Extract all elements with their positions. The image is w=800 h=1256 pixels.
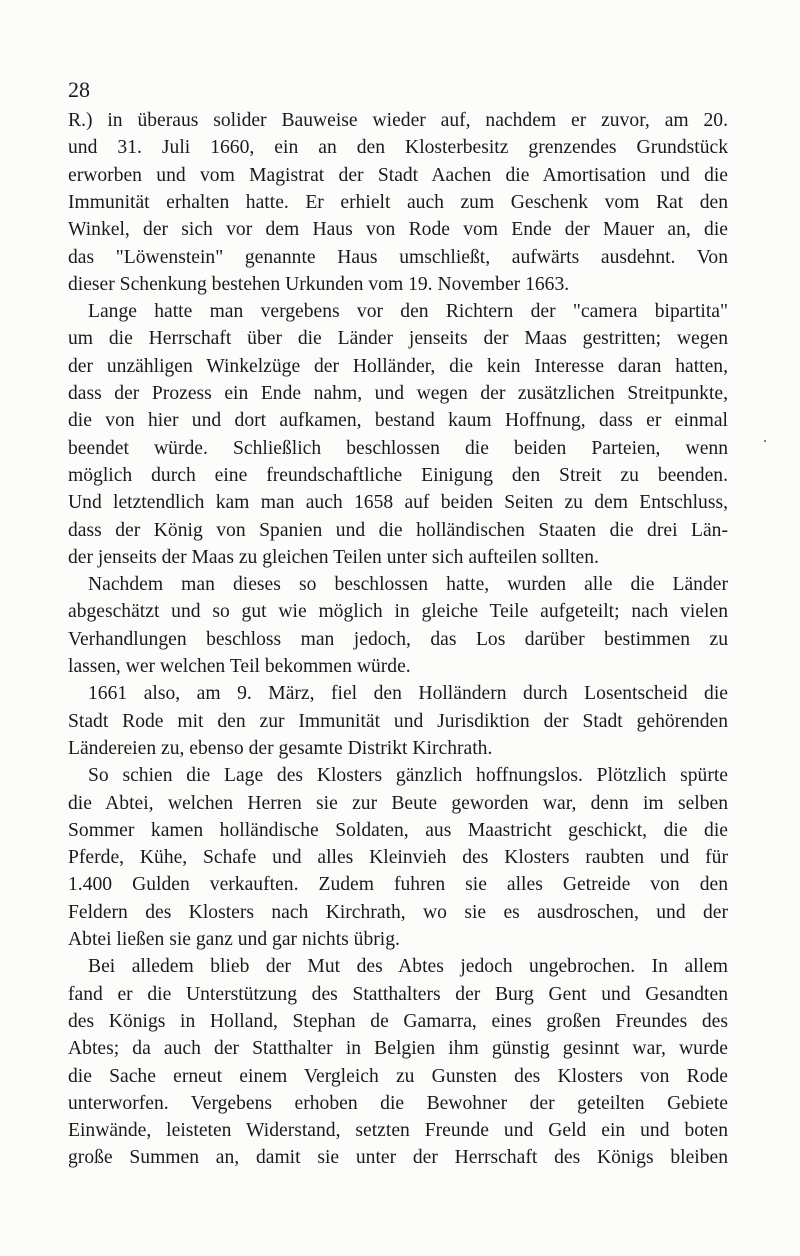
text-line: Sommer kamen holländische Soldaten, aus Maastricht geschickt, die die (68, 819, 728, 841)
text-line: Stadt Rode mit den zur Immunität und Jurisdiktion der Stadt gehörenden (68, 710, 728, 732)
text-line: möglich durch eine freundschaftliche Einigung den Streit zu beenden. (68, 464, 728, 486)
text-line: Ländereien zu, ebenso der gesamte Distrikt Kirchrath. (68, 737, 493, 759)
text-line: dieser Schenkung bestehen Urkunden vom 19. November 1663. (68, 273, 570, 295)
text-line: und 31. Juli 1660, ein an den Klosterbesitz grenzendes Grundstück (68, 137, 728, 159)
text-line: das "Löwenstein" genannte Haus umschließt, aufwärts ausdehnt. Von (68, 246, 728, 268)
text-line: Einwände, leisteten Widerstand, setzten Freunde und Geld ein und boten (68, 1120, 728, 1142)
text-line: Nachdem man dieses so beschlossen hatte, wurden alle die Länder (88, 574, 728, 596)
page-number: 28 (68, 77, 90, 102)
text-line: Und letztendlich kam man auch 1658 auf beiden Seiten zu dem Entschluss, (68, 492, 728, 514)
text-line: beendet würde. Schließlich beschlossen die beiden Parteien, wenn (68, 437, 728, 459)
text-line: Pferde, Kühe, Schafe und alles Kleinvieh des Klosters raubten und für (68, 847, 728, 869)
text-line: große Summen an, damit sie unter der Herrschaft des Königs bleiben (68, 1147, 728, 1169)
text-line: Lange hatte man vergebens vor den Richtern der "camera bipartita" (88, 301, 728, 323)
text-line: dass der König von Spanien und die holländischen Staaten die drei Län- (68, 519, 728, 541)
text-line: 1661 also, am 9. März, fiel den Holländern durch Losentscheid die (88, 683, 728, 705)
text-line: Verhandlungen beschloss man jedoch, das Los darüber bestimmen zu (68, 628, 728, 650)
text-line: um die Herrschaft über die Länder jenseits der Maas gestritten; wegen (68, 328, 728, 350)
text-line: Abtei ließen sie ganz und gar nichts übrig. (68, 929, 400, 950)
text-line: So schien die Lage des Klosters gänzlich hoffnungslos. Plötzlich spürte (88, 765, 728, 787)
text-line: die Abtei, welchen Herren sie zur Beute geworden war, denn im selben (68, 792, 728, 814)
text-line: unterworfen. Vergebens erhoben die Bewohner der geteilten Gebiete (68, 1092, 728, 1114)
text-line: die von hier und dort aufkamen, bestand kaum Hoffnung, dass er einmal (68, 410, 728, 432)
text-line: Bei alledem blieb der Mut des Abtes jedoch ungebrochen. In allem (88, 956, 728, 978)
text-line: erworben und vom Magistrat der Stadt Aachen die Amortisation und die (68, 164, 728, 186)
text-line: die Sache erneut einem Vergleich zu Gunsten des Klosters von Rode (68, 1065, 728, 1087)
text-line: der unzähligen Winkelzüge der Holländer, die kein Interesse daran hatten, (68, 355, 728, 377)
text-line: fand er die Unterstützung des Statthalters der Burg Gent und Gesandten (68, 983, 728, 1005)
print-speck (764, 440, 766, 442)
text-line: Feldern des Klosters nach Kirchrath, wo sie es ausdroschen, und der (68, 901, 728, 923)
text-line: dass der Prozess ein Ende nahm, und wegen der zusätzlichen Streitpunkte, (68, 383, 728, 404)
text-line: des Königs in Holland, Stephan de Gamarra, eines großen Freundes des (68, 1010, 728, 1032)
text-line: R.) in überaus solider Bauweise wieder auf, nachdem er zuvor, am 20. (68, 110, 728, 131)
text-line: abgeschätzt und so gut wie möglich in gleiche Teile aufgeteilt; nach vielen (68, 601, 728, 623)
text-line: Abtes; da auch der Statthalter in Belgien ihm günstig gesinnt war, wurde (68, 1038, 728, 1060)
text-line: 1.400 Gulden verkauften. Zudem fuhren sie alles Getreide von den (68, 874, 728, 896)
text-line: der jenseits der Maas zu gleichen Teilen unter sich aufteilen sollten. (68, 546, 599, 568)
text-line: Immunität erhalten hatte. Er erhielt auch zum Geschenk vom Rat den (68, 191, 728, 213)
text-line: Winkel, der sich vor dem Haus von Rode vom Ende der Mauer an, die (68, 219, 728, 241)
text-line: lassen, wer welchen Teil bekommen würde. (68, 656, 411, 677)
